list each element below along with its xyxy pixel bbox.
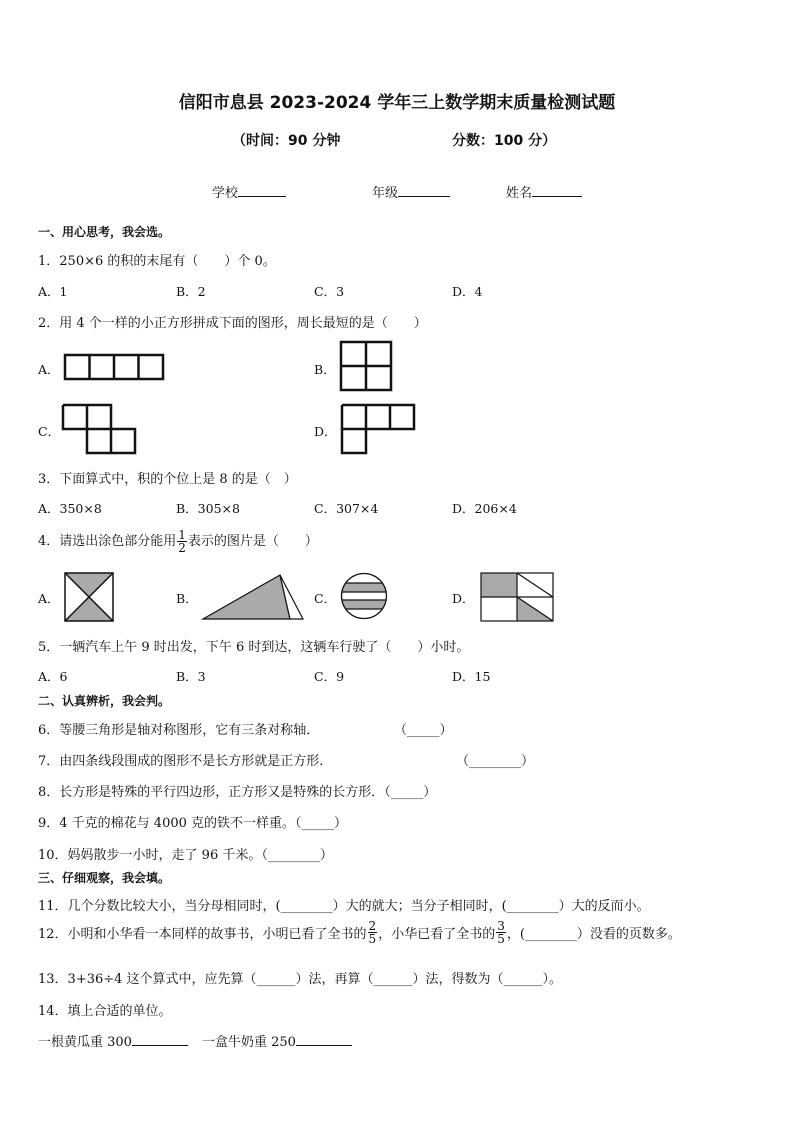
q12-fraction-1 — [368, 920, 378, 945]
q3-option-a[interactable]: A．350×8 — [38, 501, 102, 516]
q4-option-d[interactable]: D． — [452, 591, 475, 606]
school-field[interactable] — [212, 182, 286, 201]
question-14: 14．填上合适的单位。 — [38, 1004, 172, 1019]
school-label: 学校 — [212, 186, 239, 201]
q2-option-c[interactable]: C． — [38, 424, 61, 439]
q4-option-a[interactable]: A． — [38, 591, 60, 606]
q2-figure-d — [341, 404, 415, 454]
q12-fraction-1-num: 2 — [368, 919, 377, 933]
q1-option-d[interactable]: D．4 — [452, 284, 483, 299]
q4-fraction-num: 1 — [178, 528, 186, 542]
q2-figure-c — [62, 404, 136, 454]
school-blank[interactable] — [238, 184, 286, 197]
q3-option-d[interactable]: D．206×4 — [452, 501, 517, 516]
q12-fraction-1-den: 5 — [368, 932, 377, 946]
section-1-title: 一、用心思考，我会选。 — [38, 225, 171, 239]
grade-label: 年级 — [372, 186, 399, 201]
question-8: 8．长方形是特殊的平行四边形，正方形又是特殊的长方形．（_____） — [38, 785, 437, 800]
question-6: 6．等腰三角形是轴对称图形，它有三条对称轴． — [38, 723, 320, 738]
q1-option-b[interactable]: B．2 — [176, 284, 206, 299]
q2-option-a[interactable]: A． — [38, 362, 60, 377]
q5-option-a[interactable]: A．6 — [38, 669, 68, 684]
q3-option-c[interactable]: C．307×4 — [314, 501, 379, 516]
q12-text-mid: ，小华已看了全书的 — [378, 927, 496, 942]
q14-item-2-label: 一盒牛奶重 250 — [202, 1035, 296, 1050]
q12-fraction-2-den: 5 — [497, 932, 505, 946]
exam-time: （时间：90 分钟 — [232, 133, 341, 149]
q12-fraction-2 — [496, 920, 506, 945]
q3-option-b[interactable]: B．305×8 — [176, 501, 240, 516]
q14-item-1-label: 一根黄瓜重 300 — [38, 1035, 132, 1050]
q4-figure-c — [340, 572, 388, 620]
question-4 — [38, 529, 318, 554]
q7-answer-blank[interactable]: （________） — [456, 754, 535, 769]
q4-fraction — [177, 529, 187, 554]
q14-item-2-blank[interactable] — [296, 1033, 352, 1046]
grade-blank[interactable] — [398, 184, 450, 197]
section-3-title: 三、仔细观察，我会填。 — [38, 871, 171, 885]
question-7: 7．由四条线段围成的图形不是长方形就是正方形． — [38, 754, 333, 769]
q12-fraction-2-num: 3 — [497, 919, 505, 933]
exam-title: 信阳市息县 2023-2024 学年三上数学期末质量检测试题 — [178, 93, 616, 113]
q4-figure-a — [64, 572, 114, 622]
q12-text-post: ，(________）没看的页数多。 — [506, 927, 681, 942]
q4-figure-b — [202, 574, 304, 620]
q4-figure-d — [480, 572, 554, 622]
q2-figure-a — [64, 354, 164, 380]
q1-option-c[interactable]: C．3 — [314, 284, 345, 299]
q1-option-a[interactable]: A．1 — [38, 284, 68, 299]
q5-option-c[interactable]: C．9 — [314, 669, 345, 684]
exam-score: 分数：100 分） — [452, 133, 557, 149]
question-12 — [38, 920, 681, 945]
q4-option-b[interactable]: B． — [176, 591, 198, 606]
name-field[interactable] — [506, 182, 582, 201]
q4-option-c[interactable]: C． — [314, 591, 337, 606]
question-2: 2．用 4 个一样的小正方形拼成下面的图形，周长最短的是（ ） — [38, 316, 427, 331]
question-10: 10．妈妈散步一小时，走了 96 千米。（________） — [38, 848, 333, 863]
q2-option-d[interactable]: D． — [314, 424, 337, 439]
question-1: 1．250×6 的积的末尾有（ ）个 0。 — [38, 254, 276, 269]
name-label: 姓名 — [506, 186, 533, 201]
q5-option-b[interactable]: B．3 — [176, 669, 206, 684]
q2-option-b[interactable]: B． — [314, 362, 336, 377]
question-13: 13．3+36÷4 这个算式中，应先算（______）法，再算（______）法，得数为（______）。 — [38, 972, 563, 987]
q4-text-pre: 4．请选出涂色部分能用 — [38, 534, 177, 549]
q12-text-pre: 12．小明和小华看一本同样的故事书，小明已看了全书的 — [38, 927, 367, 942]
question-9: 9．4 千克的棉花与 4000 克的铁不一样重。（_____） — [38, 816, 348, 831]
grade-field[interactable] — [372, 182, 450, 201]
section-2-title: 二、认真辨析，我会判。 — [38, 694, 171, 708]
q2-figure-b — [340, 341, 392, 391]
q4-fraction-den: 2 — [178, 541, 186, 555]
name-blank[interactable] — [532, 184, 582, 197]
q14-item-1-blank[interactable] — [132, 1033, 188, 1046]
question-11: 11．几个分数比较大小，当分母相同时，(________）大的就大；当分子相同时，(________）大的反而小。 — [38, 899, 650, 914]
q4-text-post: 表示的图片是（ ） — [187, 534, 318, 549]
q5-option-d[interactable]: D．15 — [452, 669, 491, 684]
question-3: 3．下面算式中，积的个位上是 8 的是（ ） — [38, 472, 297, 487]
q6-answer-blank[interactable]: （_____） — [394, 723, 453, 738]
q14-item-1 — [38, 1031, 188, 1050]
question-5: 5．一辆汽车上午 9 时出发，下午 6 时到达，这辆车行驶了（ ）小时。 — [38, 640, 470, 655]
q14-item-2 — [202, 1031, 352, 1050]
